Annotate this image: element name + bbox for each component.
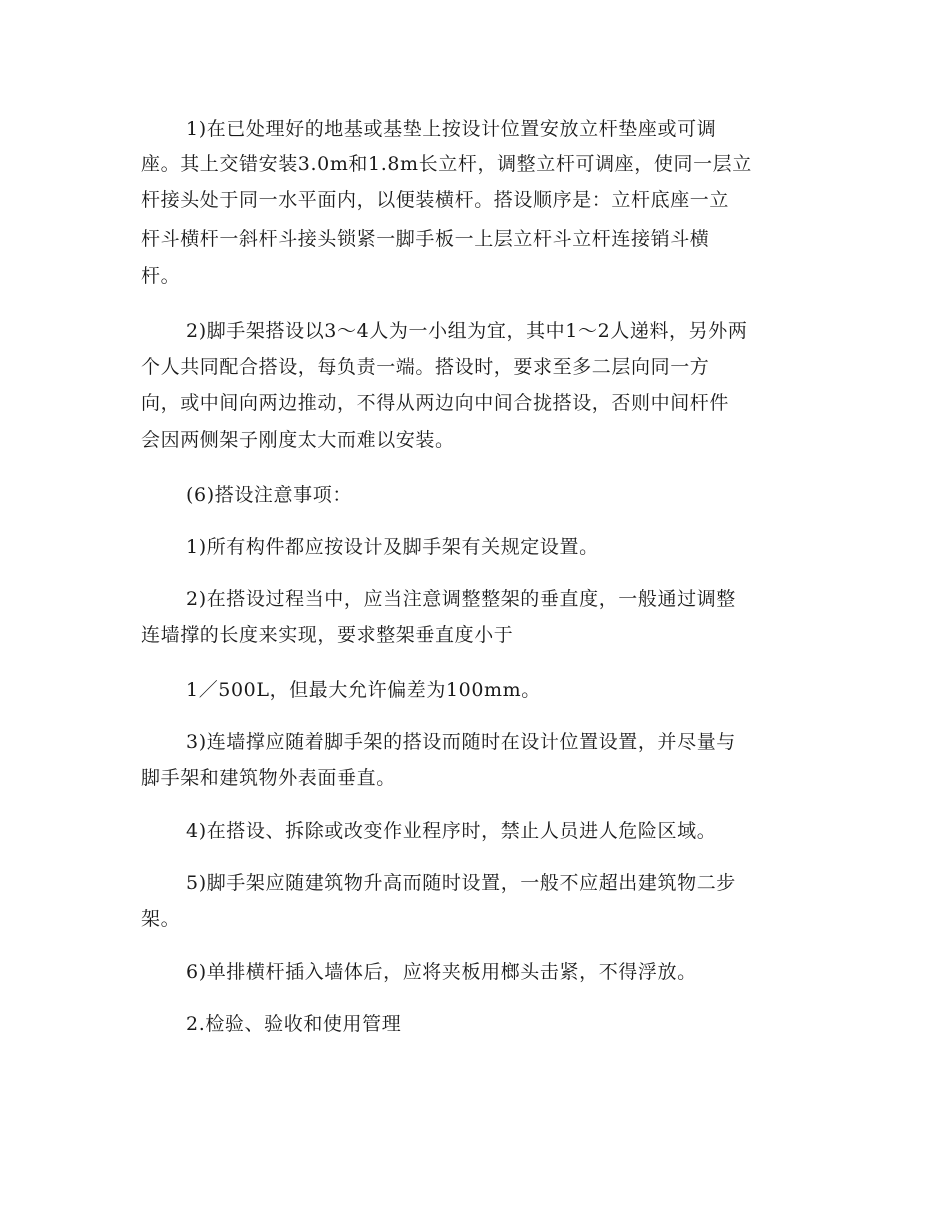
paragraph-line: 杆。 (141, 265, 181, 287)
paragraph-line: 杆接头处于同一水平面内，以便装横杆。搭设顺序是：立杆底座一立 (141, 189, 730, 211)
paragraph-line: 向，或中间向两边推动，不得从两边向中间合拢搭设，否则中间杆件 (141, 392, 730, 414)
paragraph-line: 座。其上交错安装3.0m和1.8m长立杆，调整立杆可调座，使同一层立 (141, 153, 752, 175)
paragraph-line: 杆斗横杆一斜杆斗接头锁紧一脚手板一上层立杆斗立杆连接销斗横 (141, 228, 710, 250)
paragraph-line: 1／500L，但最大允许偏差为100mm。 (186, 679, 541, 701)
paragraph-line: 3)连墙撑应随着脚手架的搭设而随时在设计位置设置，并尽量与 (186, 731, 736, 753)
paragraph-line: 6)单排横杆插入墙体后，应将夹板用榔头击紧，不得浮放。 (186, 961, 697, 983)
paragraph-line: 脚手架和建筑物外表面垂直。 (141, 767, 396, 789)
section-heading: 2.检验、验收和使用管理 (186, 1013, 402, 1035)
paragraph-line: 会因两侧架子刚度太大而难以安装。 (141, 429, 455, 451)
paragraph-line: 4)在搭设、拆除或改变作业程序时，禁止人员进人危险区域。 (186, 820, 717, 842)
paragraph-line: 1)所有构件都应按设计及脚手架有关规定设置。 (186, 536, 599, 558)
paragraph-line: 连墙撑的长度来实现，要求整架垂直度小于 (141, 624, 514, 646)
paragraph-line: 2)在搭设过程当中，应当注意调整整架的垂直度，一般通过调整 (186, 588, 736, 610)
paragraph-line: 1)在已处理好的地基或基垫上按设计位置安放立杆垫座或可调 (186, 118, 717, 140)
paragraph-line: 架。 (141, 908, 181, 930)
section-heading: (6)搭设注意事项： (186, 484, 352, 506)
paragraph-line: 5)脚手架应随建筑物升高而随时设置，一般不应超出建筑物二步 (186, 872, 736, 894)
paragraph-line: 个人共同配合搭设，每负责一端。搭设时，要求至多二层向同一方 (141, 356, 710, 378)
paragraph-line: 2)脚手架搭设以3～4人为一小组为宜，其中1～2人递料，另外两 (186, 320, 748, 342)
